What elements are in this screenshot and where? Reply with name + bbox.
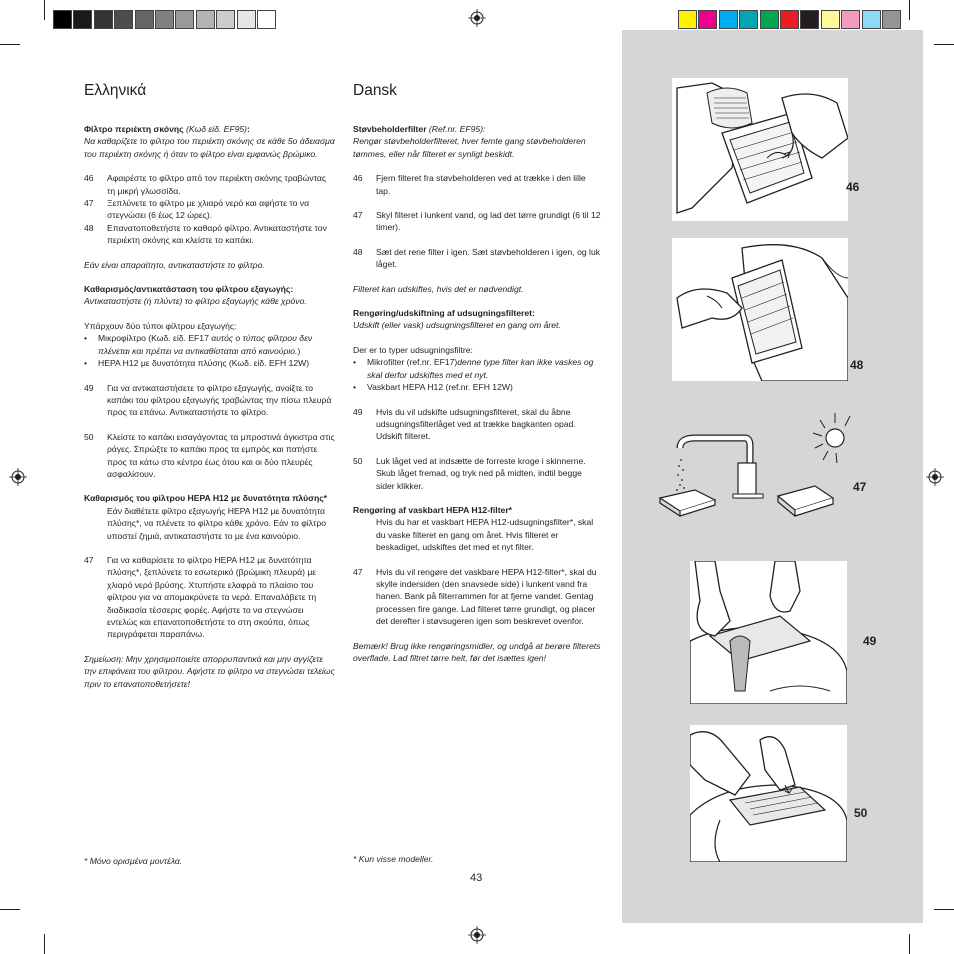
- color-swatch: [821, 10, 840, 29]
- tap-and-sun-icon: [655, 408, 855, 523]
- greek-warning: Σημείωση: Μην χρησιμοποιείτε απορρυπαντικά και μην αγγίζετε την επιφάνεια του φίλτρου. Αφήστε το φίλτρο να στεγνώσει τελείως πριν το επανατοποθετήσετε!: [84, 653, 335, 689]
- greek-bullet: • HEPA H12 με δυνατότητα πλύσης (Κωδ. είδ. EFH 12W): [84, 358, 310, 369]
- gray-swatch: [73, 10, 92, 29]
- greek-step: 48 Επανατοποθετήστε το καθαρό φίλτρο. Αντικαταστήστε τον περιέκτη σκόνης και κλείστε το καπάκι.: [84, 222, 327, 246]
- greek-title: Ελληνικά: [84, 82, 147, 99]
- danish-types-intro: Der er to typer udsugningsfiltre:: [353, 344, 473, 355]
- gray-swatch: [155, 10, 174, 29]
- greek-step: 49 Για να αντικαταστήσετε το φίλτρο εξαγωγής, ανοίξτε το καπάκι του φίλτρου εξαγωγής τραβώντας την πίσω πλευρά προς τα επάνω. Αντικαταστήστε το φίλτρο.: [84, 382, 332, 418]
- color-swatch: [882, 10, 901, 29]
- figure-49-open-exhaust-lid: [690, 561, 847, 704]
- danish-hepa-intro: Hvis du har et vaskbart HEPA H12-udsugningsfilter*, skal du vaske filteret en gang om året. Hvis filteret er beskadiget, udskiftes det med et nyt filter.: [376, 517, 594, 553]
- greek-replace-note: Εάν είναι απαραίτητο, αντικαταστήστε το φίλτρο.: [84, 259, 265, 270]
- danish-hepa-heading: Rengøring af vaskbart HEPA H12-filter*: [353, 504, 513, 515]
- danish-footnote: * Kun visse modeller.: [353, 854, 434, 864]
- greek-bullet: • Μικροφίλτρο (Κωδ. είδ. EF17 αυτός ο τύπος φίλτρου δεν πλένεται και πρέπει να αντικαθίσταται από καινούριο.): [84, 333, 313, 356]
- color-swatch: [841, 10, 860, 29]
- greek-exhaust-heading: Καθαρισμός/αντικατάσταση του φίλτρου εξαγωγής:: [84, 284, 294, 295]
- greek-types-intro: Υπάρχουν δύο τύποι φίλτρου εξαγωγής:: [84, 320, 237, 331]
- figure-46-remove-filter: [672, 78, 848, 221]
- crop-mark: [909, 934, 910, 954]
- crop-mark: [44, 934, 45, 954]
- figure-label: 48: [850, 358, 864, 372]
- danish-title: Dansk: [353, 82, 397, 99]
- figure-47-rinse-and-dry: [655, 408, 855, 523]
- greek-step: 50 Κλείστε το καπάκι εισαγάγοντας τα μπροστινά άγκιστρα στις ράγες. Σπρώξτε το καπάκι προς τα εμπρός και πατήστε προς τα κάτω στο κέντρο έως ότου και οι δύο πλευρές ασφαλίσουν.: [84, 431, 335, 479]
- greek-column: [84, 123, 336, 690]
- danish-step: 46 Fjern filteret fra støvbeholderen ved at trække i den lille tap.: [353, 173, 586, 196]
- color-swatch: [698, 10, 717, 29]
- figure-48-reinsert-filter: [672, 238, 848, 381]
- figure-50-close-exhaust-lid: [690, 725, 847, 862]
- registration-mark-icon: [468, 926, 486, 944]
- color-swatch: [719, 10, 738, 29]
- crop-mark: [44, 0, 45, 20]
- page-number: 43: [470, 872, 483, 884]
- color-swatch: [800, 10, 819, 29]
- greek-dust-filter-colon: :: [247, 124, 250, 134]
- danish-step: 48 Sæt det rene filter i igen. Sæt støvbeholderen i igen, og luk låget.: [353, 246, 601, 270]
- gray-swatch: [175, 10, 194, 29]
- figure-label: 50: [854, 806, 868, 820]
- danish-bullet: • Mikrofilter (ref.nr. EF17)denne type filter kan ikke vaskes og skal derfor udskiftes med et nyt.: [353, 357, 594, 380]
- hands-replacing-exhaust-filter-icon: [690, 561, 847, 704]
- registration-mark-icon: [468, 9, 486, 27]
- crop-mark: [934, 44, 954, 45]
- greek-step: 46 Αφαιρέστε το φίλτρο από τον περιέκτη σκόνης τραβώντας τη μικρή γλωσσίδα.: [84, 173, 327, 196]
- registration-mark-icon: [9, 468, 27, 486]
- danish-exhaust-heading: Rengøring/udskiftning af udsugningsfilteret:: [353, 308, 535, 319]
- danish-column: [353, 123, 601, 664]
- danish-step: 49 Hvis du vil udskifte udsugningsfilteret, skal du åbne udsugningsfilterlåget ved at trække bagkanten opad. Udskift filteret.: [353, 406, 576, 442]
- greek-hepa-heading: Καθαρισμός του φίλτρου HEPA H12 με δυνατότητα πλύσης*: [84, 493, 328, 504]
- danish-replace-note: Filteret kan udskiftes, hvis det er nødvendigt.: [353, 283, 524, 294]
- danish-step: 47 Skyl filteret i lunkent vand, og lad det tørre grundigt (6 til 12 timer).: [353, 210, 601, 233]
- hand-inserting-filter-icon: [672, 238, 848, 381]
- danish-step: 47 Hvis du vil rengøre det vaskbare HEPA H12-filter*, skal du skylle indersiden (den snavsede side) i lunkent vand fra hanen. Bank på filterrammen for at fjerne vandet. Gentag processen fire gange. Lad filteret tørre grundigt, og placer det derefter i støvsugeren igen som beskrevet ovenfor.: [353, 566, 597, 627]
- figure-label: 49: [863, 634, 877, 648]
- gray-swatch: [196, 10, 215, 29]
- gray-swatch: [53, 10, 72, 29]
- crop-mark: [0, 44, 20, 45]
- color-swatch: [862, 10, 881, 29]
- figure-label: 47: [853, 480, 867, 494]
- danish-exhaust-intro: Udskift (eller vask) udsugningsfilteret en gang om året.: [353, 320, 561, 331]
- color-swatch: [780, 10, 799, 29]
- crop-mark: [909, 0, 910, 20]
- danish-dust-filter-intro: Rengør støvbeholderfilteret, hver femte gang støvbeholderen tømmes, eller når filteret er synligt beskidt.: [353, 136, 586, 159]
- gray-swatch: [135, 10, 154, 29]
- danish-dust-filter-ref: (Ref.nr. EF95):: [426, 124, 486, 134]
- greek-dust-filter-intro: Να καθαρίζετε το φίλτρο του περιέκτη σκόνης σε κάθε 5ο άδειασμα του περιέκτη σκόνης ή όταν το φίλτρο είναι εμφανώς βρώμικο.: [84, 136, 335, 159]
- figure-label: 46: [846, 180, 860, 194]
- greek-footnote: * Μόνο ορισμένα μοντέλα.: [84, 856, 183, 866]
- crop-mark: [0, 909, 20, 910]
- gray-swatch: [94, 10, 113, 29]
- greek-exhaust-intro: Αντικαταστήστε (ή πλύντε) το φίλτρο εξαγωγής κάθε χρόνο.: [84, 296, 307, 307]
- danish-step: 50 Luk låget ved at indsætte de forreste kroge i skinnerne. Skub låget fremad, og tryk ned på midten, indtil begge sider klikker.: [353, 455, 586, 491]
- hand-pulling-filter-tab-icon: [672, 78, 848, 221]
- color-swatch: [760, 10, 779, 29]
- greek-step: 47 Για να καθαρίσετε το φίλτρο HEPA H12 με δυνατότητα πλύσης*, ξεπλύνετε το εσωτερικό (βρώμικη πλευρά) με χλιαρό νερό βρύσης. Χτυπήστε ελαφρά το πλαίσιο του φίλτρου για να απομακρύνετε τα νερά. Επαναλάβετε τη διαδικασία τέσσερις φορές. Αφήστε το να στεγνώσει εντελώς και επανατοποθετήστε το στη σκούπα, όπως περιγράφεται παραπάνω.: [84, 554, 317, 640]
- crop-mark: [934, 909, 954, 910]
- greek-dust-filter-heading: Φίλτρο περιέκτη σκόνης: [84, 124, 184, 134]
- greek-hepa-intro: Εάν διαθέτετε φίλτρο εξαγωγής HEPA H12 με δυνατότητα πλύσης*, να πλένετε το φίλτρο κάθε χρόνο. Εάν το φίλτρο υποστεί ζημιά, αντικαταστήστε το με ένα καινούριο.: [107, 505, 327, 541]
- gray-swatch: [216, 10, 235, 29]
- danish-dust-filter-heading: Støvbeholderfilter: [353, 124, 427, 134]
- greek-dust-filter-ref: (Κωδ είδ. EF95): [183, 124, 248, 134]
- danish-bullet: • Vaskbart HEPA H12 (ref.nr. EFH 12W): [353, 382, 513, 393]
- gray-swatch: [237, 10, 256, 29]
- color-swatch: [678, 10, 697, 29]
- gray-swatch: [114, 10, 133, 29]
- hands-closing-exhaust-lid-icon: [690, 725, 847, 862]
- registration-mark-icon: [926, 468, 944, 486]
- danish-warning: Bemærk! Brug ikke rengøringsmidler, og undgå at berøre filterets overflade. Lad filtret tørre helt, før det isættes igen!: [353, 640, 601, 663]
- gray-swatch: [257, 10, 276, 29]
- greek-step: 47 Ξεπλύνετε το φίλτρο με χλιαρό νερό και αφήστε το να στεγνώσει (6 έως 12 ώρες).: [84, 198, 310, 221]
- color-swatch: [739, 10, 758, 29]
